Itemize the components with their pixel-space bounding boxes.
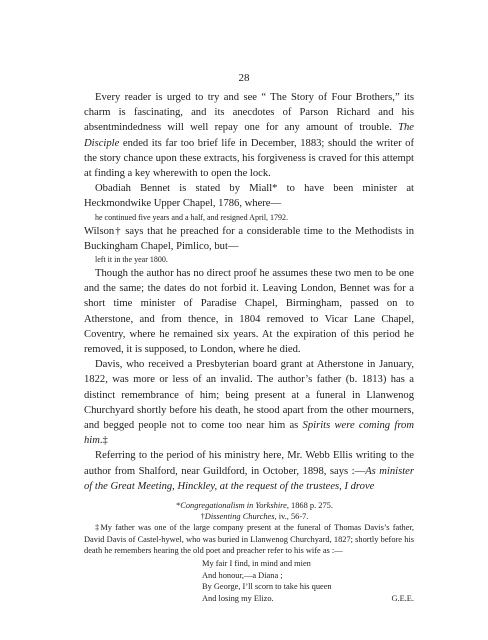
title-the-disciple: The Disciple bbox=[84, 122, 414, 149]
paragraph-davis: Davis, who received a Presbyterian board grant at Atherstone in January, 1822, was more or less of an invalid. The author’s father (b. 1813) has a distinct remembrance of him; being present at a funeral in Llanwenog Churchyard shortly before his death, he stood apart from the other mourners, and begged people not to come too near him as Spirits were coming from him.‡ bbox=[84, 359, 414, 447]
footnotes bbox=[84, 500, 414, 604]
poem-line: My fair I find, in mind and mien bbox=[202, 559, 311, 569]
paragraph-same-man: Though the author has no direct proof he assumes these two men to be one and the same; the dates do not forbid it. Leaving London, Bennet was for a short time minister of Paradise Chapel, Birmingham, passed on to Atherstone, and from thence, in 1804 removed to Vicar Lane Chapel, Coventry, where he remained six years. At the expiration of this period he removed, it is supposed, to London, where he died. bbox=[84, 268, 414, 356]
spirits-phrase: Spirits were coming from him bbox=[84, 420, 414, 447]
quote-wilson: left it in the year 1800. bbox=[95, 255, 168, 265]
poem bbox=[202, 558, 414, 604]
footnote-miall: *Congregationalism in Yorkshire, 1868 p. 275. bbox=[176, 501, 333, 511]
paragraph-four-brothers: Every reader is urged to try and see “ The Story of Four Brothers,” its charm is fascinating, and its anecdotes of Parson Richard and his absentmindedness will well repay one for any amount of trouble. The Disciple ended its far too brief life in December, 1883; should the writer of the story chance upon these extracts, his forgiveness is craved for this attempt at finding a key wherewith to open the lock. bbox=[84, 92, 414, 180]
signature: G.E.E. bbox=[391, 593, 414, 603]
main-text bbox=[84, 90, 414, 604]
webb-ellis-quote: As minister of the Great Meeting, Hinckley, at the request of the trustees, I drove bbox=[84, 465, 415, 492]
poem-line: And honour,—a Diana ; bbox=[202, 570, 283, 580]
footnote-wilson: †Dissenting Churches, iv., 56-7. bbox=[200, 512, 309, 522]
quote-miall: he continued five years and a half, and resigned April, 1792. bbox=[95, 212, 289, 222]
page-number: 28 bbox=[238, 72, 250, 84]
paragraph-webb-ellis: Referring to the period of his ministry here, Mr. Webb Ellis writing to the author from Shalford, near Guildford, in October, 1898, says :—As minister of the Great Meeting, Hinckley, at the request of the trustees, I drove bbox=[84, 450, 415, 492]
poem-line: And losing my Elizo. bbox=[202, 593, 274, 603]
paragraph-wilson: Wilson† says that he preached for a considerable time to the Methodists in Buckingham Chapel, Pimlico, but— bbox=[84, 225, 414, 252]
paragraph-obadiah-bennet: Obadiah Bennet is stated by Miall* to have been minister at Heckmondwike Upper Chapel, 1786, where— bbox=[84, 183, 414, 210]
poem-line: By George, I’ll scorn to take his queen bbox=[202, 582, 332, 592]
poem-last-line bbox=[202, 593, 414, 605]
footnote-davis-funeral: ‡My father was one of the large company present at the funeral of Thomas Davis’s father, David Davis of Castel-hywel, who was buried in Llanwenog Churchyard, 1827; shortly before his death he remembers hearing the old poet and preacher refer to his wife as :— bbox=[84, 523, 414, 555]
